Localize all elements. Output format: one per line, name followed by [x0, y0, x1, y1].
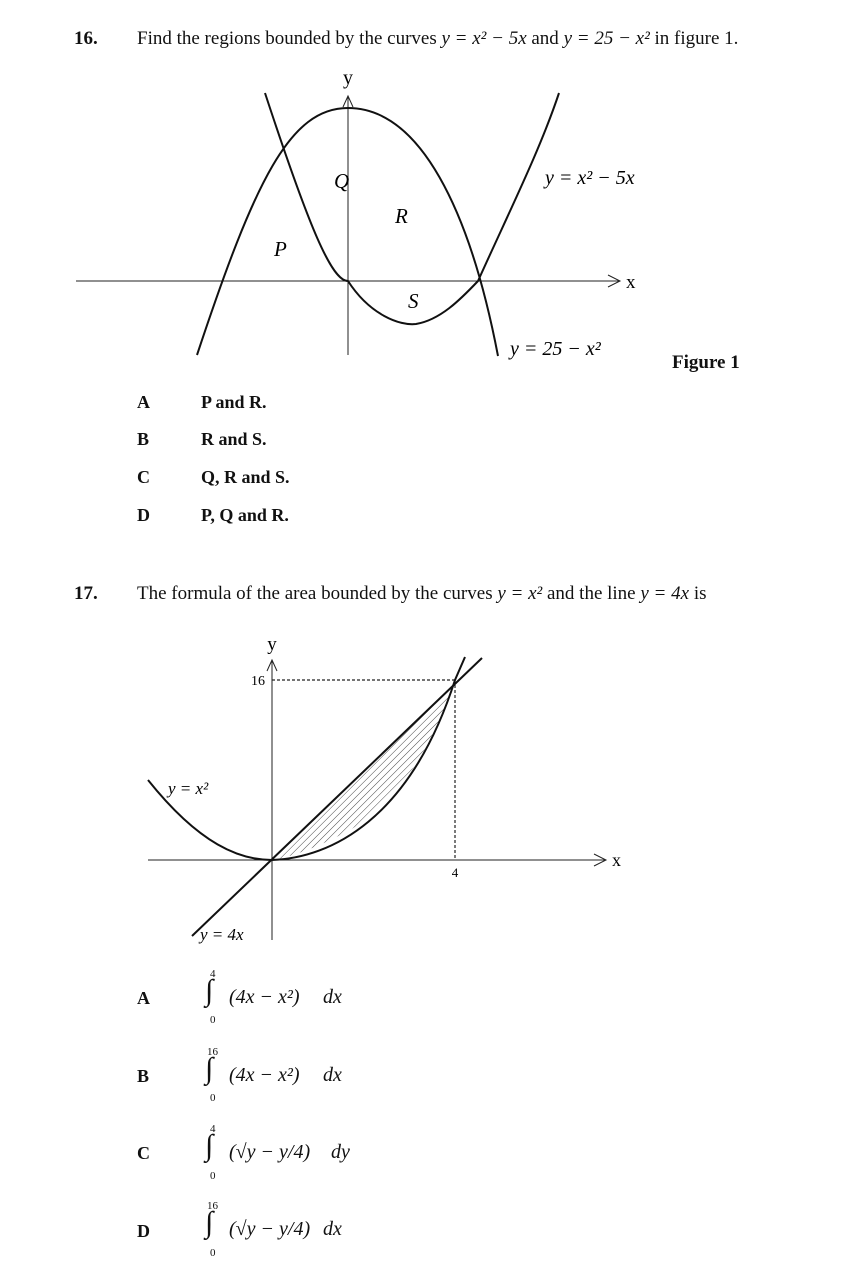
option-letter-d: D: [137, 505, 150, 525]
line-equation: y = 4x: [640, 583, 690, 604]
question-17-stem: [137, 583, 707, 605]
integral-sign-icon: ∫: [205, 1206, 214, 1239]
q17-option-b[interactable]: [201, 1046, 401, 1106]
figure-2-graph: [0, 625, 856, 945]
option-letter-b: B: [137, 1066, 150, 1086]
option-letter-a: A: [137, 988, 150, 1008]
tick-4-label: 4: [451, 865, 459, 880]
region-r-label: R: [395, 204, 408, 228]
stem-text: The formula of the area bounded by the curves: [137, 583, 493, 604]
upper-limit: 16: [207, 1046, 218, 1058]
q16-option-c[interactable]: [201, 467, 290, 488]
stem-and: and: [531, 28, 559, 49]
curve-equation: y = x²: [497, 583, 543, 604]
q16-option-a[interactable]: [201, 392, 267, 413]
x-axis-label: x: [612, 850, 621, 870]
option-letter-b: B: [137, 429, 150, 449]
question-number-17: 17.: [74, 583, 98, 604]
stem-text: Find the regions bounded by the curves: [137, 28, 437, 49]
y-axis-label: y: [267, 634, 277, 655]
curve-equation-1: y = x² − 5x: [441, 28, 527, 49]
q16-option-b[interactable]: [201, 429, 267, 450]
integrand: (√y − y/4): [229, 1141, 311, 1163]
line-label: y = 4x: [200, 925, 244, 944]
option-text: P, Q and R.: [201, 505, 289, 525]
y-axis-label: y: [343, 67, 353, 89]
curve2-label: y = 25 − x²: [510, 338, 601, 360]
upper-limit: 16: [207, 1200, 218, 1212]
line-y-4x: [192, 658, 482, 936]
lower-limit: 0: [210, 1247, 216, 1259]
integral-sign-icon: ∫: [205, 974, 214, 1007]
integrand: (4x − x²): [229, 986, 300, 1008]
upper-limit: 4: [210, 968, 216, 980]
x-axis-label: x: [626, 272, 636, 293]
q17-option-d[interactable]: [201, 1200, 401, 1262]
question-number-16: 16.: [74, 28, 98, 49]
figure-caption: Figure 1: [672, 352, 740, 373]
question-16-stem: [137, 28, 738, 50]
region-p-label: P: [274, 237, 287, 261]
option-text: Q, R and S.: [201, 467, 290, 487]
integrand: (4x − x²): [229, 1064, 300, 1086]
differential: dx: [323, 1218, 342, 1240]
differential: dx: [323, 986, 342, 1008]
q17-option-c[interactable]: [201, 1123, 401, 1185]
stem-suffix: is: [693, 583, 707, 604]
option-letter-d: D: [137, 1221, 150, 1241]
lower-limit: 0: [210, 1170, 216, 1182]
lower-limit: 0: [210, 1014, 216, 1026]
parabola-label: y = x²: [168, 779, 209, 798]
option-text: P and R.: [201, 392, 267, 412]
stem-and: and the line: [546, 583, 636, 604]
integral-sign-icon: ∫: [205, 1129, 214, 1162]
q17-option-a[interactable]: [201, 968, 401, 1028]
option-letter-c: C: [137, 467, 150, 487]
region-s-label: S: [408, 289, 419, 313]
figure-1-graph: [0, 60, 856, 370]
option-letter-a: A: [137, 392, 150, 412]
differential: dy: [331, 1141, 350, 1163]
lower-limit: 0: [210, 1092, 216, 1104]
curve1-label: y = x² − 5x: [545, 167, 635, 189]
option-text: R and S.: [201, 429, 267, 449]
q16-option-d[interactable]: [201, 505, 289, 526]
integral-sign-icon: ∫: [205, 1052, 214, 1085]
differential: dx: [323, 1064, 342, 1086]
curve-equation-2: y = 25 − x²: [563, 28, 650, 49]
region-q-label: Q: [334, 169, 350, 193]
upper-limit: 4: [210, 1123, 216, 1135]
option-letter-c: C: [137, 1143, 150, 1163]
tick-16-label: 16: [251, 674, 265, 689]
stem-suffix: in figure 1.: [654, 28, 739, 49]
integrand: (√y − y/4): [229, 1218, 311, 1240]
